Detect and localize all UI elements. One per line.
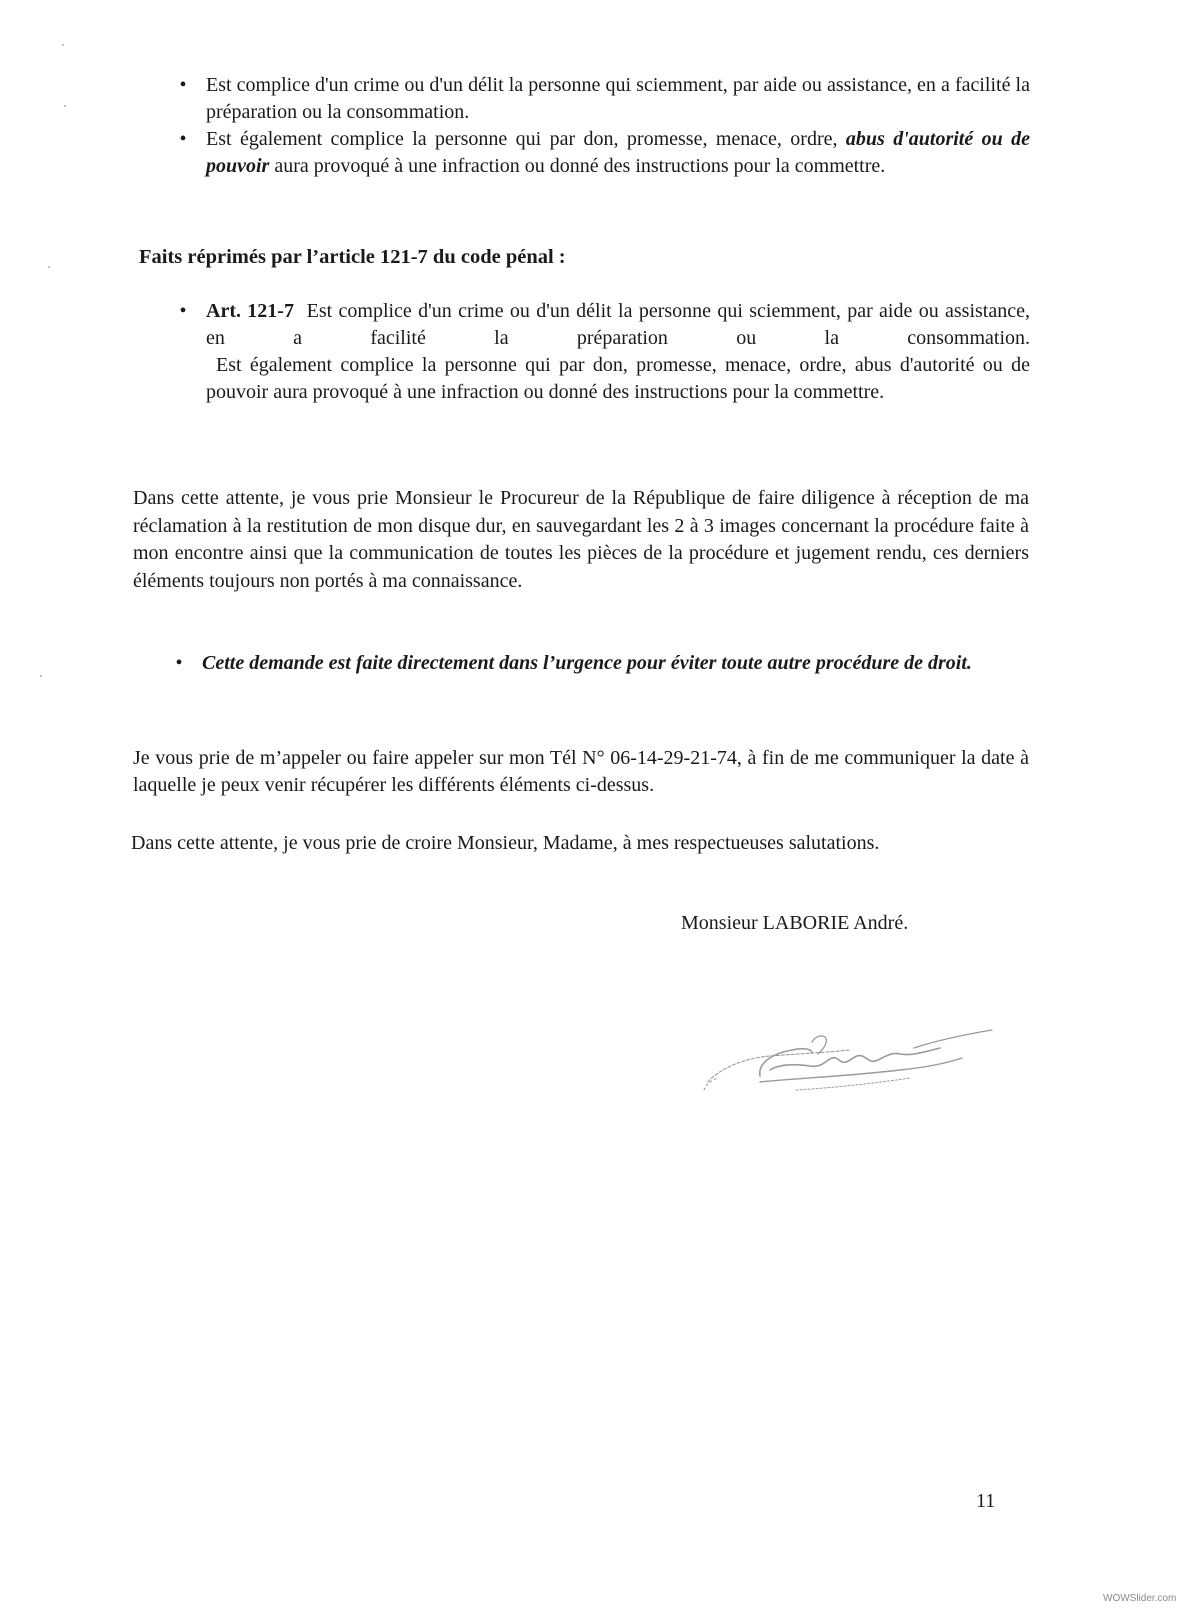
article-second-paragraph: Est également complice la personne qui par don, promesse, menace, ordre, abus d'autorité ou de pouvoir aura provoqué à une infraction ou donné des instructions pour la commettre. xyxy=(206,354,1030,403)
watermark-text: WOWSlider.com xyxy=(1103,1593,1177,1604)
bullet-dot-icon: • xyxy=(175,652,183,674)
intro-bullet-emphasis: abus d'autorité ou de pouvoir xyxy=(206,128,1031,177)
intro-bullet-text-after: aura provoqué à une infraction ou donné des instructions pour la commettre. xyxy=(274,155,886,177)
section-heading: Faits réprimés par l’article 121-7 du code pénal : xyxy=(139,246,566,268)
intro-bullet-item xyxy=(173,72,1030,126)
intro-bullet-text-before: Est également complice la personne qui par don, promesse, menace, ordre, xyxy=(206,128,838,150)
phone-paragraph: Je vous prie de m’appeler ou faire appeler sur mon Tél N° 06-14-29-21-74, à fin de me communiquer la date à laquelle je peux venir récupérer les différents éléments ci-dessus. xyxy=(133,747,1029,796)
intro-bullet-text: Est complice d'un crime ou d'un délit la personne qui sciemment, par aide ou assistance, en a facilité la préparation ou la consommation. xyxy=(206,74,1030,123)
urgent-bullet-list xyxy=(169,650,1029,677)
bullet-dot-icon: • xyxy=(179,128,187,150)
scan-speck xyxy=(40,675,42,677)
request-paragraph: Dans cette attente, je vous prie Monsieur le Procureur de la République de faire diligence à réception de ma réclamation à la restitution de mon disque dur, en sauvegardant les 2 à 3 images concernant la procédure faite à mon encontre ainsi que la communication de toutes les pièces de la procédure et jugement rendu, ces derniers éléments toujours non portés à ma connaissance. xyxy=(133,487,1029,592)
page-number: 11 xyxy=(976,1490,996,1512)
scan-speck xyxy=(48,266,50,268)
signatory-name: Monsieur LABORIE André. xyxy=(681,912,909,934)
article-bullet-list xyxy=(173,298,1030,406)
article-text-1: Est complice d'un crime ou d'un délit la personne qui sciemment, par aide ou assistance, en a facilité la préparation ou la consommation. xyxy=(206,300,1030,349)
article-bullet-item xyxy=(173,298,1030,406)
intro-bullet-list xyxy=(173,72,1030,180)
intro-bullet-item xyxy=(173,126,1030,180)
handwritten-signature xyxy=(700,1020,1020,1100)
bullet-dot-icon: • xyxy=(179,74,187,96)
urgent-bullet-item xyxy=(169,650,1029,677)
scan-speck xyxy=(62,44,64,46)
article-first-paragraph xyxy=(206,298,1030,352)
urgent-bullet-text: Cette demande est faite directement dans l’urgence pour éviter toute autre procédure de droit. xyxy=(202,652,972,674)
scan-speck xyxy=(64,105,66,107)
bullet-dot-icon: • xyxy=(179,300,187,322)
intro-bullet-list-container xyxy=(173,72,1030,180)
urgent-bullet-container xyxy=(169,650,1029,677)
article-label: Art. 121-7 xyxy=(206,300,294,322)
article-bullet-container xyxy=(173,298,1030,406)
signature-scribble-icon xyxy=(700,1020,1020,1100)
closing-paragraph: Dans cette attente, je vous prie de croire Monsieur, Madame, à mes respectueuses salutations. xyxy=(131,832,880,854)
